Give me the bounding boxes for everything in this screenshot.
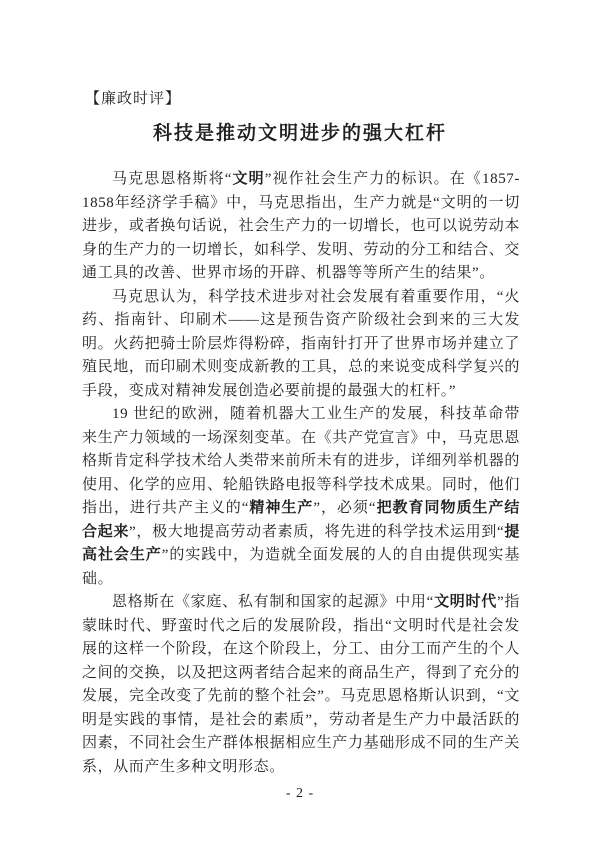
body-text: 恩格斯在《家庭、私有制和国家的起源》中用“ — [112, 594, 434, 610]
body-text: ”指蒙昧时代、野蛮时代之后的发展阶段，指出“文明时代是社会发展的这样一个阶段，在这个阶段上，分工、由分工而产生的个人之间的交换，以及把这两者结合起来的商品生产，得到了充分的发展，完全改变了先前的整个社会”。马克思恩格斯认识到，“文明是实践的事情，是社会的素质”，劳动者是生产力中最活跃的因素，不同社会生产群体根据相应生产力基础形成不同的生产关系，从而产生多种文明形态。 — [82, 594, 521, 775]
body-text: ”的实践中，为造就全面发展的人的自由提供现实基础。 — [82, 547, 520, 587]
emphasized-text: 文明 — [232, 171, 265, 187]
paragraph — [82, 286, 520, 404]
emphasized-text: 提高社会生产 — [82, 523, 520, 563]
column-header-tag: 【廉政时评】 — [85, 91, 182, 107]
body-text: ”，极大地提高劳动者素质，将先进的科学技术运用到“ — [129, 523, 505, 540]
body-text: 19 世纪的欧洲，随着机器大工业生产的发展，科技革命带来生产力领域的一场深刻变革。在《共产党宣言》中，马克思恩格斯肯定科学技术给人类带来前所未有的进步，详细列举机器的使用、化学的应用、轮船铁路电报等科学技术成果。同时，他们指出，进行共产主义的“ — [82, 406, 520, 516]
paragraph — [82, 168, 520, 286]
body-text: 马克思认为，科学技术进步对社会发展有着重要作用，“火药、指南针、印刷术——这是预告资产阶级社会到来的三大发明。火药把骑士阶层炸得粉碎，指南针打开了世界市场并建立了殖民地，而印刷术则变成新教的工具，总的来说变成科学复兴的手段，变成对精神发展创造必要前提的最强大的杠杆。” — [82, 288, 520, 399]
body-text: ”，必须“ — [313, 500, 377, 516]
body-text: ”视作社会生产力的标识。在《1857-1858年经济学手稿》中，马克思指出，生产力就是“文明的一切进步，或者换句话说，社会生产力的一切增长，也可以说劳动本身的生产力的一切增长，如科学、发明、劳动的分工和结合、交通工具的改善、世界市场的开辟、机器等等所产生的结果”。 — [82, 171, 520, 281]
emphasized-text: 文明时代 — [433, 594, 498, 610]
paragraph — [82, 403, 520, 591]
emphasized-text: 精神生产 — [249, 500, 314, 516]
paragraph — [82, 591, 520, 779]
page-number: - 2 - — [285, 786, 315, 801]
article-title: 科技是推动文明进步的强大杠杆 — [152, 123, 447, 144]
emphasized-text: 把教育同物质生产结合起来 — [82, 500, 520, 540]
article-body — [82, 168, 520, 779]
body-text: 马克思恩格斯将“ — [112, 171, 233, 187]
